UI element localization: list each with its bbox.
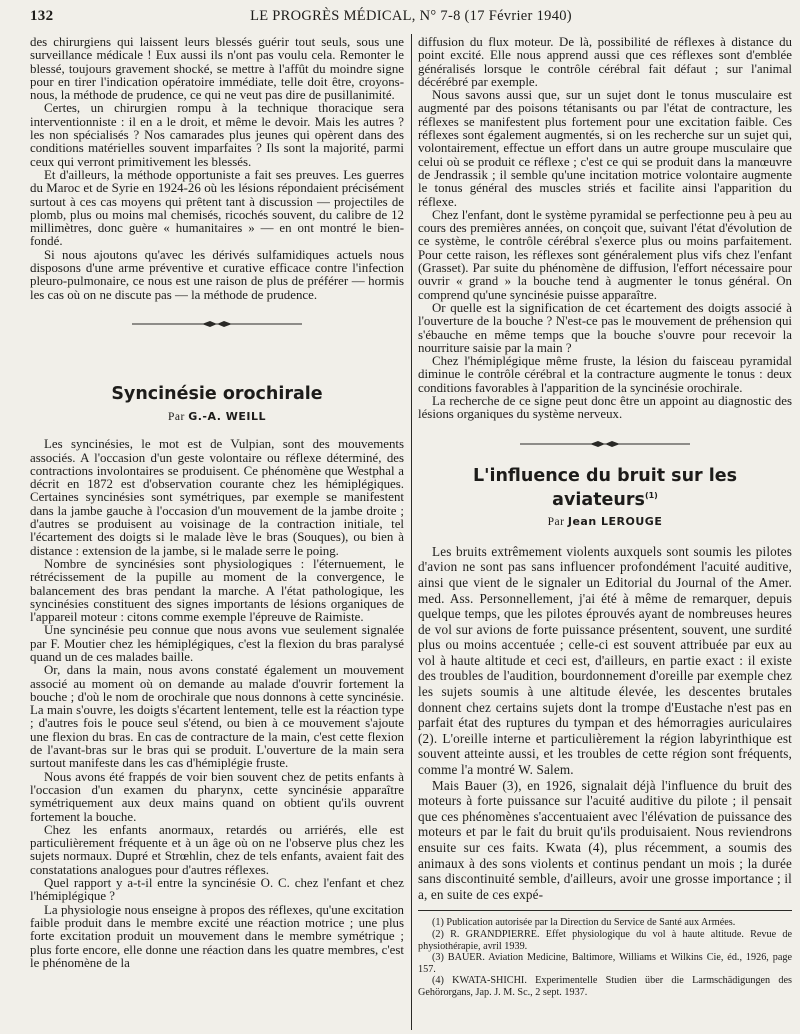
paragraph: Mais Bauer (3), en 1926, signalait déjà l'influence du bruit des moteurs à forte puissance sur l'acuité auditive du pilote ; il pensait que ces phénomènes s'accentuaient avec l'élévation de puissance des moteurs et par le fait du bruit qu'ils produisaient. Nous reviendrons ensuite sur ces faits. Kwata (4), plus récemment, a soumis des animaux à des sons violents et continus pendant un mois ; la durée sans discontinuité semble, d'ailleurs, avoir une grosse importance ; il a, en suite de ces expé-: [418, 777, 792, 902]
article-title-text: L'influence du bruit sur les aviateurs: [472, 465, 738, 510]
paragraph: des chirurgiens qui laissent leurs blessés guérir tout seuls, sous une surveillance médicale ! Eux aussi ils n'ont pas voulu cela. Remonter le blessé, toujours gravement shocké, se mettre à l'affût du moindre signe pour en tirer l'indication opératoire immédiate, telle doit être, croyons-nous, la méthode de prudence, ce qui ne veut pas dire de pusillanimité.: [30, 35, 404, 103]
author-name: Jean LEROUGE: [567, 515, 663, 529]
paragraph: diffusion du flux moteur. De là, possibilité de réflexes à distance du point excité. Elle nous apprend aussi que ces réflexes sont d'emblée généralisés lorsque le contrôle cérébral fait défaut ; sur l'animal décérébré par exemple.: [418, 35, 792, 89]
footnote: (4) KWATA-SHICHI. Experimentelle Studien über die Larmschädigungen des Gehörorgans, Jap. J. M. Sc., 2 sept. 1937.: [418, 975, 792, 998]
paragraph: Une syncinésie peu connue que nous avons vue seulement signalée par F. Moutier chez les hémiplégiques, c'est la flexion du bras paralysé quand un de ces malades baille.: [30, 623, 404, 664]
running-header: [30, 8, 792, 30]
column-divider: [411, 34, 412, 1030]
paragraph: Or, dans la main, nous avons constaté également un mouvement associé au moment où on demande au malade d'ouvrir fortement la bouche ; d'où le nom de orochirale que nous donnons à cette syncinésie. La main s'ouvre, les doigts s'écartent lentement, telle est la réaction type ; d'autres fois le pouce seul s'étend, ou bien à ce mouvement s'ajoute une flexion du bras. En cas de contracture de la main, c'est cette flexion de l'avant-bras sur le bras qui se produit. L'ouverture de la main sera surtout manifeste dans les cas d'hémiplégie fruste.: [30, 663, 404, 771]
paragraph: Les bruits extrêmement violents auxquels sont soumis les pilotes d'avion ne sont pas sans influencer profondément l'acuité auditive, ainsi que vient de le signaler un Editorial du Journal of the Amer. med. Ass. Personnellement, j'ai été à même de remarquer, depuis quelque temps, que les pilotes éprouvés ayant de nombreuses heures de vol sur avions de forte puissance présentent, souvent, une surdité plus ou moins accentuée ; celle-ci est souvent attribuée par eux au vol à haute altitude et ceci est, d'ailleurs, en partie exact : il existe des troubles de l'audition, bourdonnement d'oreille par exemple chez les sujets soumis à une altitude élevée, les descentes brutales donnent chez certains sujets dont la trompe d'Eustache n'est pas en parfait état des ruptures du tympan et des hémorragies auriculaires (2). L'oreille interne et particulièrement la région labyrinthique est souvent atteinte aussi, et les troubles de cette région sont fréquents, comme l'a montré W. Salem.: [418, 543, 792, 778]
footnotes: [418, 917, 792, 998]
paragraph: Nous savons aussi que, sur un sujet dont le tonus musculaire est augmenté par des poisons tétanisants ou par l'état de contracture, les réflexes se manifestent plus fortement pour une excitation faible. Ces réflexes sont également augmentés, si on les recherche sur un sujet qui, volontairement, effectue un effort dans un autre groupe musculaire que celui où se produit ce réflexe ; c'est ce qui se produit dans la manœuvre de Jendrassik ; il semble qu'une incitation motrice volontaire augmente le tonus général des muscles striés et facilite ainsi l'apparition du réflexe.: [418, 88, 792, 209]
right-column: [418, 36, 792, 999]
paragraph: Or quelle est la signification de cet écartement des doigts associé à l'ouverture de la bouche ? N'est-ce pas le mouvement de préhension qui s'ébauche en même temps que la bouche s'ouvre pour recevoir la nourriture saisie par la main ?: [418, 300, 792, 355]
paragraph: La recherche de ce signe peut donc être un appoint au diagnostic des lésions organiques du système nerveux.: [418, 394, 792, 422]
paragraph: La physiologie nous enseigne à propos des réflexes, qu'une excitation faible produit dans le membre excité une réaction motrice ; une plus forte excitation produit un mouvement dans le membre symétrique ; plus forte encore, elle donne une réaction dans les quatre membres, c'est le phénomène de la: [30, 902, 404, 970]
running-title: LE PROGRÈS MÉDICAL, N° 7-8 (17 Février 1940): [250, 8, 572, 24]
footnote: (2) R. GRANDPIERRE. Effet physiologique du vol à haute altitude. Revue de physiothérapie, avril 1939.: [418, 928, 792, 952]
left-column: [30, 36, 404, 970]
paragraph: Quel rapport y a-t-il entre la syncinésie O. C. chez l'enfant et chez l'hémiplégique ?: [30, 876, 404, 904]
page-number: 132: [30, 8, 54, 24]
byline: [418, 515, 792, 529]
byline-prefix: Par: [547, 516, 565, 529]
paragraph: Chez l'enfant, dont le système pyramidal se perfectionne peu à peu au cours des premières années, on conçoit que, suivant l'état d'évolution de ce système, le contrôle cérébral s'exerce plus ou moins parfaitement. Pour cette raison, les réflexes sont généralement plus vifs chez l'enfant (Grasset). Par suite du phénomène de diffusion, l'effort nécessaire pour ouvrir « grand » la bouche tend à augmenter le tonus général. On comprend qu'une syncinésie puisse apparaître.: [418, 207, 792, 302]
ornament-divider: [418, 422, 792, 466]
paragraph: Nombre de syncinésies sont physiologiques : l'éternuement, le rétrécissement de la pupille au moment de la convergence, le balancement des bras pendant la marche. A l'état pathologique, les syncinésies constituent des signes importants de lésions organiques de l'appareil moteur : citons comme exemple l'épreuve de Raimiste.: [30, 556, 404, 625]
article-title: Syncinésie orochirale: [111, 383, 323, 404]
byline-prefix: Par: [168, 410, 185, 423]
byline: [30, 410, 404, 424]
author-name: G.-A. WEILL: [188, 409, 266, 423]
paragraph: Certes, un chirurgien rompu à la technique thoracique sera interventionniste : il en a le droit, et même le devoir. Mais les autres ? les non spécialisés ? Nos camarades plus jeunes qui opèrent dans des conditions matérielles souvent imparfaites ? Ils sont la majorité, parmi ceux qui verront primitivement les blessés.: [30, 101, 404, 169]
paragraph: Nous avons été frappés de voir bien souvent chez de petits enfants à l'occasion d'un examen du pharynx, cette syncinésie apparaître symétriquement aux deux mains quand on obtient qu'ils ouvrent fortement la bouche.: [30, 769, 404, 824]
footnote: (3) BAUER. Aviation Medicine, Baltimore, Williams et Wilkins Cie, éd., 1926, page 157.: [418, 952, 792, 975]
paragraph: Les syncinésies, le mot est de Vulpian, sont des mouvements associés. A l'occasion d'un geste volontaire ou réflexe déterminé, des contractions involontaires se produisent. Ce phénomène que Westphal a décrit en 1872 est d'observation courante chez les hémiplégiques. Certaines syncinésies sont symétriques, par exemple se manifestent dans la jambe gauche à l'occasion d'un mouvement de la jambe droite ; d'autres se produisent au voisinage de la contraction initiale, tel l'écartement des doigts si le malade lève le bras (Souques), ou bien à distance : extension de la jambe, si le malade serre le poing.: [30, 437, 404, 558]
ornament-divider: [30, 302, 404, 346]
article-title: [418, 466, 792, 510]
footnote: (1) Publication autorisée par la Direction du Service de Santé aux Armées.: [432, 917, 736, 929]
footnote-rule: [418, 910, 792, 911]
paragraph: Si nous ajoutons qu'avec les dérivés sulfamidiques actuels nous disposons d'une arme préventive et curative efficace contre l'infection pleuro-pulmonaire, ce nous est une raison de plus de préférer — hormis les cas où on ne discute pas — la méthode de prudence.: [30, 247, 404, 302]
paragraph: Et d'ailleurs, la méthode opportuniste a fait ses preuves. Les guerres du Maroc et de Syrie en 1924-26 où les lésions répondaient précisément surtout à ces cas moyens qui prêtent tant à discussion — projectiles de plomb, plus ou moins mal chemisés, ricochés souvent, du calibre de 12 millimètres, donc guère « humanitaires » — en ont montré le bien-fondé.: [30, 167, 404, 249]
paragraph: Chez l'hémiplégique même fruste, la lésion du faisceau pyramidal diminue le contrôle cérébral et la contracture augmente le tonus : deux conditions favorables à l'apparition de la syncinésie orochirale.: [418, 354, 792, 395]
title-footnote-marker: (1): [644, 490, 658, 500]
paragraph: Chez les enfants anormaux, retardés ou arriérés, elle est particulièrement fréquente et à un âge où on ne l'observe plus chez les sujets normaux. Dupré et Strœhlin, chez de tels enfants, avaient fait des constatations analogues pour d'autres réflexes.: [30, 822, 404, 877]
